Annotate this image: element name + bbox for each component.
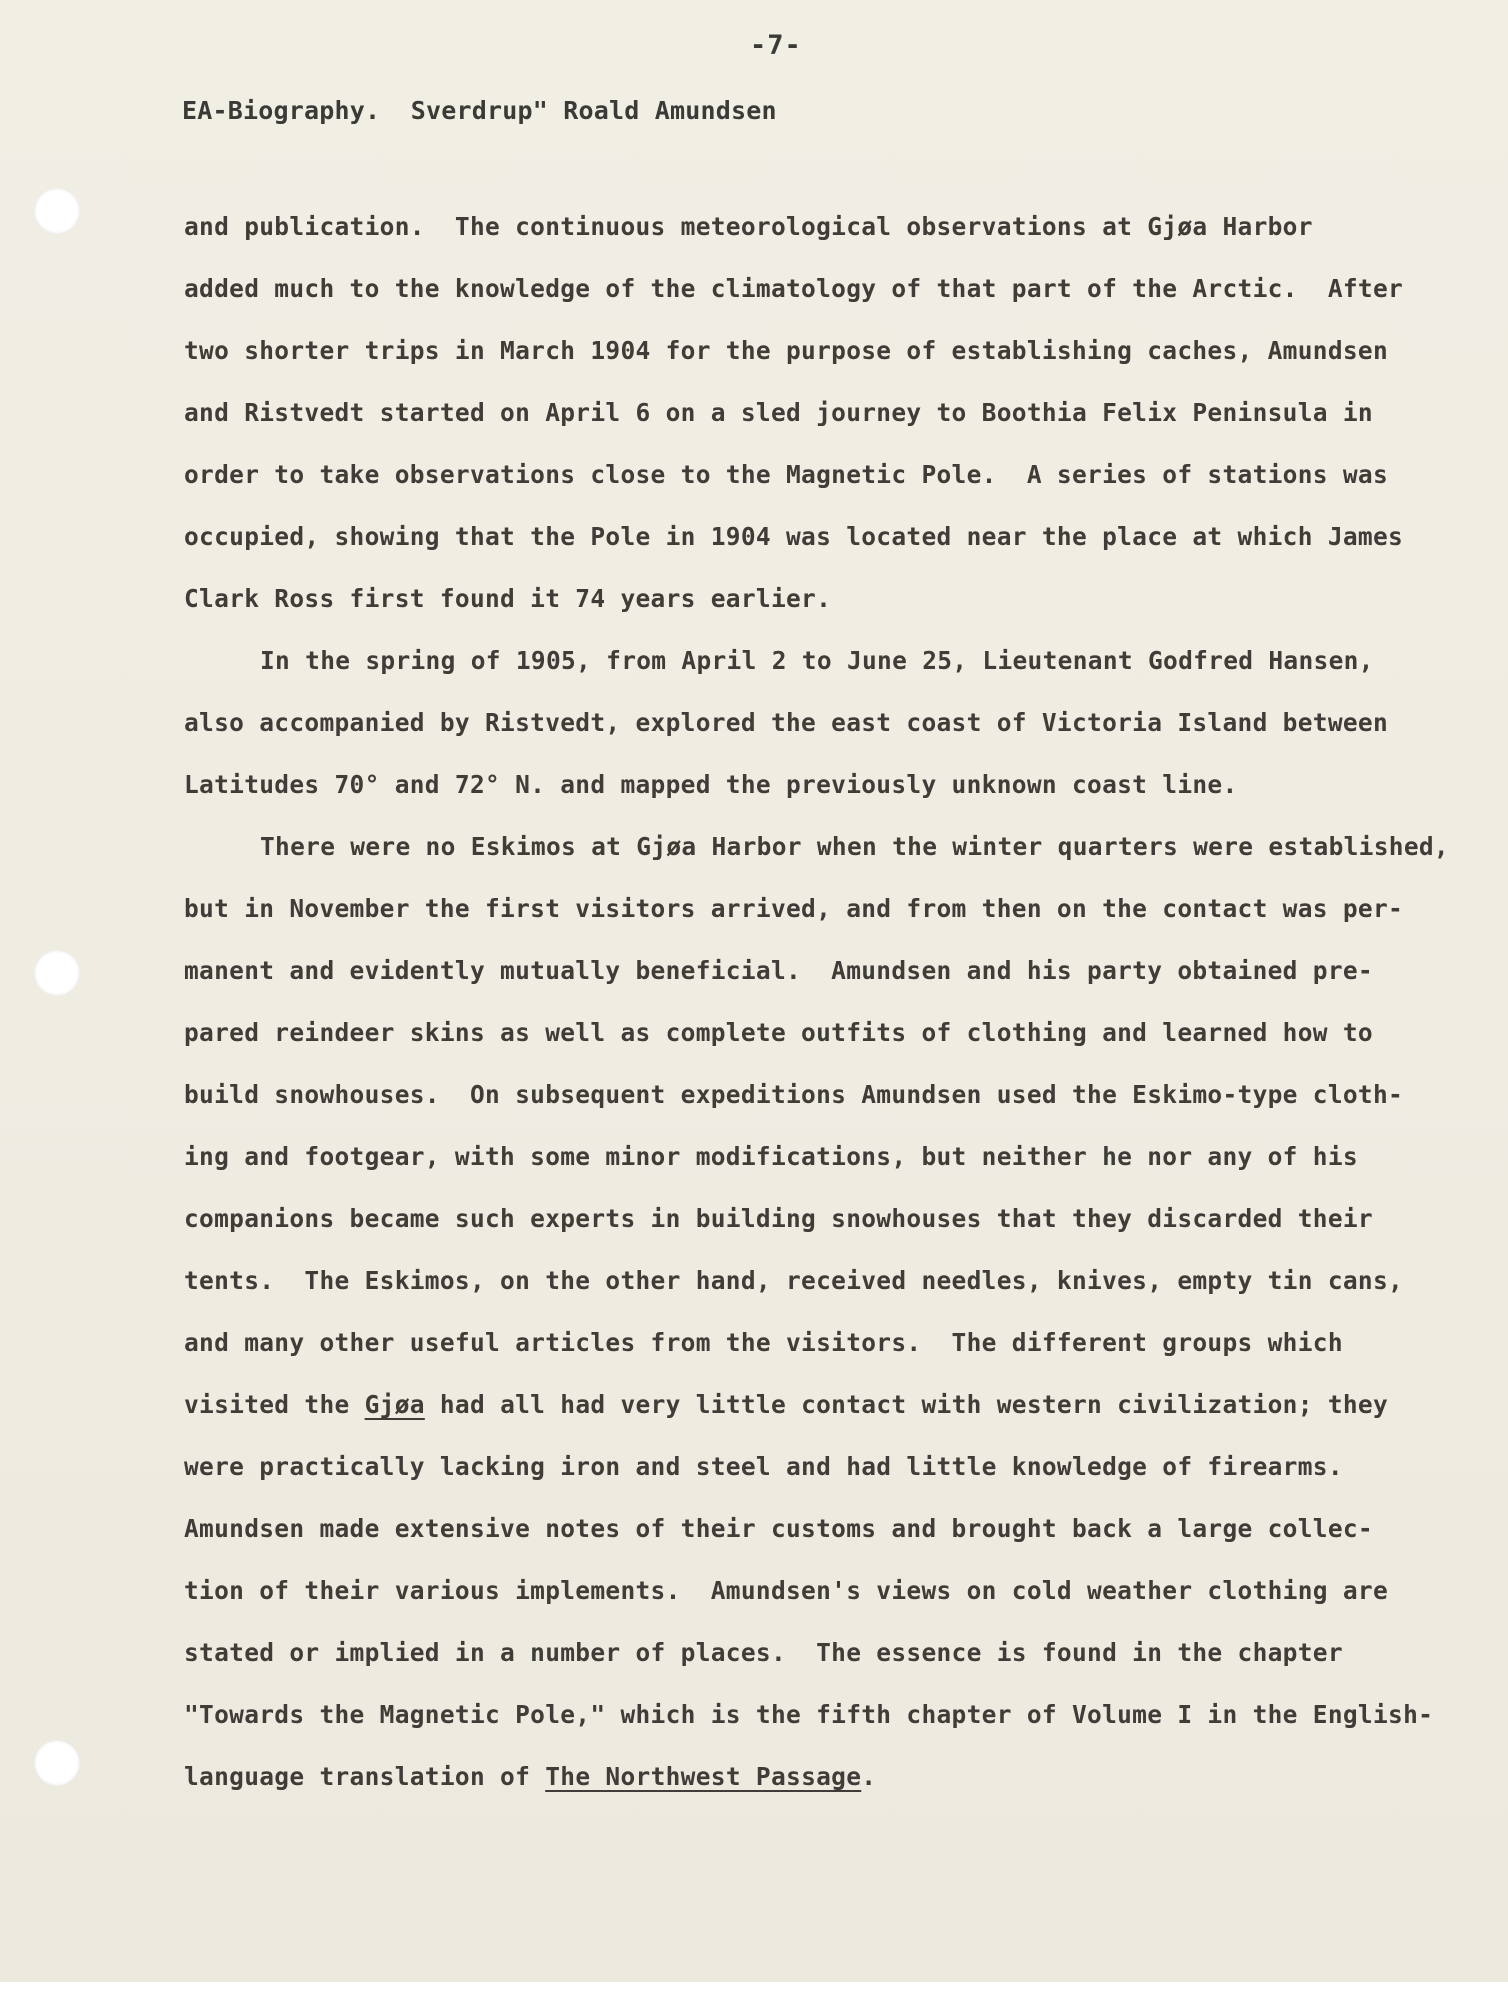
text-line: ing and footgear, with some minor modifications, but neither he nor any of his bbox=[184, 1142, 1358, 1171]
paragraph-start-line: There were no Eskimos at Gjøa Harbor when the winter quarters were established, bbox=[260, 832, 1449, 861]
paragraph-start-line: In the spring of 1905, from April 2 to June 25, Lieutenant Godfred Hansen, bbox=[260, 646, 1374, 675]
text-span: had all had very little contact with western civilization; they bbox=[424, 1390, 1389, 1419]
underlined-ship-name: Gjøa bbox=[364, 1390, 425, 1419]
binder-hole-middle bbox=[34, 950, 80, 996]
underlined-book-title: The Northwest Passage bbox=[545, 1762, 862, 1791]
text-line: Amundsen made extensive notes of their customs and brought back a large collec- bbox=[184, 1514, 1373, 1543]
text-span: visited the bbox=[184, 1390, 365, 1419]
text-line: manent and evidently mutually beneficial. Amundsen and his party obtained pre- bbox=[184, 956, 1373, 985]
text-line: also accompanied by Ristvedt, explored the east coast of Victoria Island between bbox=[184, 708, 1389, 737]
text-line: "Towards the Magnetic Pole," which is the fifth chapter of Volume I in the English- bbox=[184, 1700, 1434, 1729]
page-bottom-edge bbox=[0, 1982, 1508, 2000]
text-line: order to take observations close to the Magnetic Pole. A series of stations was bbox=[184, 460, 1389, 489]
text-line bbox=[184, 1762, 876, 1824]
text-line: occupied, showing that the Pole in 1904 was located near the place at which James bbox=[184, 522, 1404, 551]
text-line: build snowhouses. On subsequent expeditions Amundsen used the Eskimo-type cloth- bbox=[184, 1080, 1404, 1109]
text-line: Latitudes 70° and 72° N. and mapped the previously unknown coast line. bbox=[184, 770, 1238, 799]
text-line: and Ristvedt started on April 6 on a sled journey to Boothia Felix Peninsula in bbox=[184, 398, 1373, 427]
text-line: tents. The Eskimos, on the other hand, received needles, knives, empty tin cans, bbox=[184, 1266, 1404, 1295]
text-line: stated or implied in a number of places. The essence is found in the chapter bbox=[184, 1638, 1343, 1667]
binder-hole-top bbox=[34, 188, 80, 234]
text-line: Clark Ross first found it 74 years earlier. bbox=[184, 584, 832, 613]
text-line: added much to the knowledge of the climatology of that part of the Arctic. After bbox=[184, 274, 1404, 303]
binder-hole-bottom bbox=[34, 1740, 80, 1786]
running-head: EA-Biography. Sverdrup" Roald Amundsen bbox=[182, 96, 777, 125]
text-line: but in November the first visitors arrived, and from then on the contact was per- bbox=[184, 894, 1404, 923]
text-line: companions became such experts in building snowhouses that they discarded their bbox=[184, 1204, 1373, 1233]
text-span: language translation of bbox=[184, 1762, 546, 1791]
text-line: were practically lacking iron and steel and had little knowledge of firearms. bbox=[184, 1452, 1343, 1481]
text-line: pared reindeer skins as well as complete outfits of clothing and learned how to bbox=[184, 1018, 1373, 1047]
text-line bbox=[184, 1390, 1388, 1452]
text-line: two shorter trips in March 1904 for the purpose of establishing caches, Amundsen bbox=[184, 336, 1389, 365]
text-line: tion of their various implements. Amundsen's views on cold weather clothing are bbox=[184, 1576, 1389, 1605]
page-number: -7- bbox=[750, 30, 802, 61]
text-line: and publication. The continuous meteorological observations at Gjøa Harbor bbox=[184, 212, 1313, 241]
text-line: and many other useful articles from the visitors. The different groups which bbox=[184, 1328, 1343, 1357]
text-span: . bbox=[861, 1762, 877, 1791]
